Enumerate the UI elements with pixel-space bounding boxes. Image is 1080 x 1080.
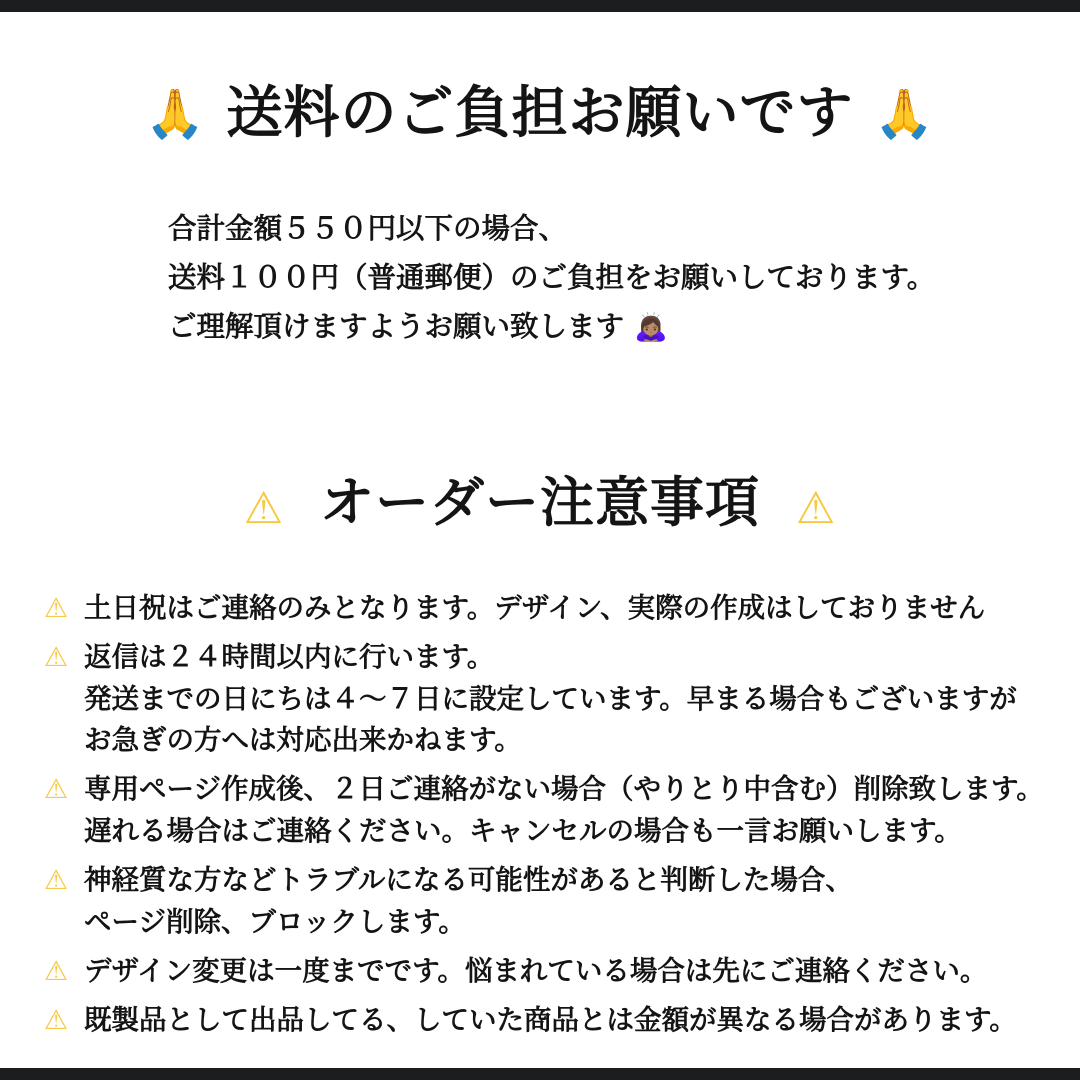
order-notes-title-text: オーダー注意事項 [320, 470, 760, 534]
pray-icon-right: 🙏 [874, 86, 935, 142]
order-notes-title [26, 352, 1054, 537]
shipping-title [26, 0, 1054, 146]
warning-icon: ⚠ [44, 592, 69, 624]
pray-icon-left: 🙏 [145, 86, 206, 142]
warning-icon: ⚠ [44, 1004, 69, 1036]
note-line: 既製品として出品してる、していた商品とは金額が異なる場合があります。 [84, 1003, 1017, 1036]
note-line: 遅れる場合はご連絡ください。キャンセルの場合も一言お願いします。 [84, 815, 962, 848]
warning-icon: ⚠ [44, 774, 69, 806]
note-text [84, 861, 1054, 943]
list-item [44, 589, 1054, 629]
note-line: デザイン変更は一度までです。悩まれている場合は先にご連絡ください。 [84, 954, 988, 987]
warning-icon: ⚠ [44, 865, 69, 897]
note-line: 土日祝はご連絡のみとなります。デザイン、実際の作成はしておりません [84, 591, 986, 624]
bowing-person-icon: 🙇🏽‍♀️ [633, 312, 668, 344]
list-item [44, 1001, 1054, 1041]
list-item [44, 770, 1054, 852]
warning-icon-right: ⚠ [795, 482, 837, 534]
shipping-line-3: ご理解頂けますようお願い致します [168, 310, 625, 344]
note-text [84, 952, 1054, 992]
list-item [44, 861, 1054, 943]
note-line: お急ぎの方へは対応出来かねます。 [84, 724, 522, 757]
list-item [44, 638, 1054, 762]
shipping-line-2: 送料１００円（普通郵便）のご負担をお願いしております。 [168, 261, 936, 295]
note-text [84, 638, 1054, 762]
top-edge-bar [0, 0, 1080, 12]
note-line: 専用ページ作成後、２日ご連絡がない場合（やりとり中含む）削除致します。 [84, 773, 1044, 806]
shipping-body [26, 204, 1054, 351]
note-text [84, 770, 1054, 852]
warning-icon: ⚠ [44, 955, 69, 987]
note-line: 返信は２４時間以内に行います。 [84, 640, 495, 673]
note-text [84, 1001, 1054, 1041]
note-line: 神経質な方などトラブルになる可能性があると判断した場合、 [84, 864, 853, 897]
bottom-edge-bar [0, 1068, 1080, 1080]
list-item [44, 952, 1054, 992]
note-line: 発送までの日にちは４〜７日に設定しています。早まる場合もございますが [84, 682, 1017, 715]
shipping-title-text: 送料のご負担お願いです [226, 81, 854, 146]
shipping-line-3-wrap [168, 302, 1054, 351]
note-line: ページ削除、ブロックします。 [84, 905, 466, 938]
order-notes-list [26, 589, 1054, 1041]
note-text [84, 589, 1054, 629]
warning-icon-left: ⚠ [243, 482, 285, 534]
shipping-line-1: 合計金額５５０円以下の場合、 [168, 212, 568, 246]
warning-icon: ⚠ [44, 641, 69, 673]
